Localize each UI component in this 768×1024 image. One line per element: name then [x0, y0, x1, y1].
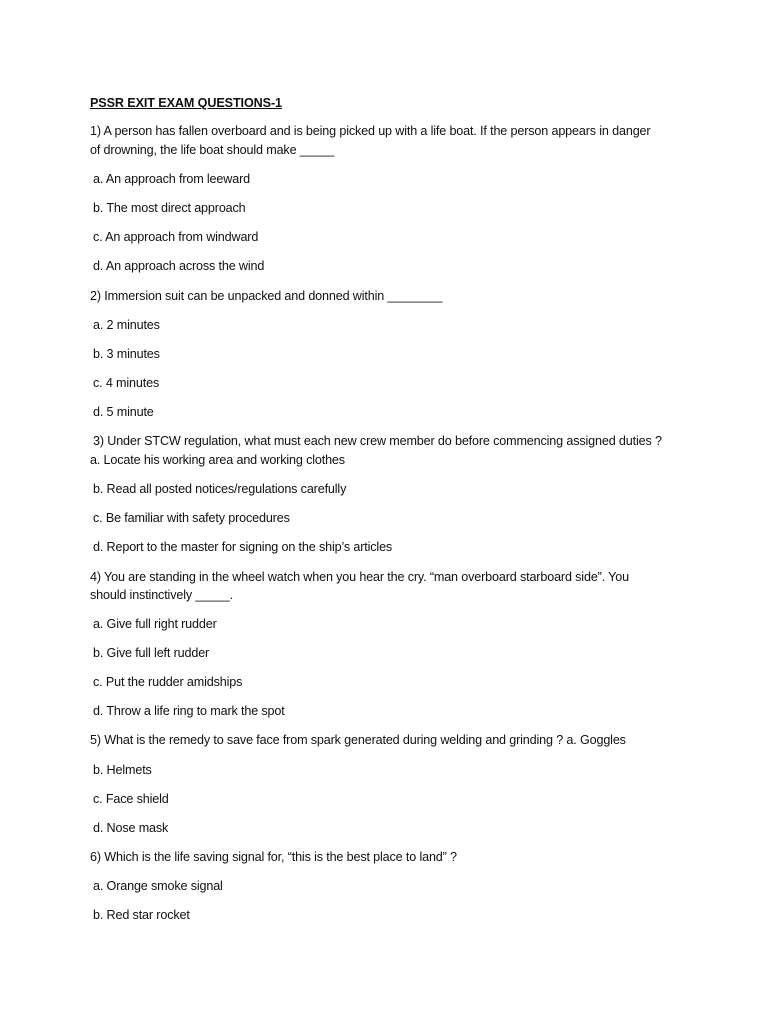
question-4-option-b: b. Give full left rudder — [93, 646, 210, 660]
question-3-text: 3) Under STCW regulation, what must each new crew member do before commencing assigned duties ? — [93, 434, 662, 448]
question-6-option-b: b. Red star rocket — [93, 908, 190, 922]
question-4-text-continued: should instinctively _____. — [90, 588, 233, 602]
question-1-text-continued: of drowning, the life boat should make _____ — [90, 143, 335, 157]
question-2-option-d: d. 5 minute — [93, 405, 154, 419]
question-1-option-c: c. An approach from windward — [93, 230, 259, 244]
question-5-option-b: b. Helmets — [93, 763, 152, 777]
question-5-option-d: d. Nose mask — [93, 821, 169, 835]
question-1-option-a: a. An approach from leeward — [93, 172, 250, 186]
question-2-option-a: a. 2 minutes — [93, 318, 160, 332]
question-4-option-c: c. Put the rudder amidships — [93, 675, 243, 689]
question-3-option-d: d. Report to the master for signing on the ship’s articles — [93, 540, 393, 554]
question-5-option-c: c. Face shield — [93, 792, 169, 806]
question-6-option-a: a. Orange smoke signal — [93, 879, 223, 893]
question-2-option-c: c. 4 minutes — [93, 376, 160, 390]
question-4-option-a: a. Give full right rudder — [93, 617, 217, 631]
question-4-text: 4) You are standing in the wheel watch when you hear the cry. “man overboard starboard side”. You — [90, 570, 629, 584]
question-3-option-b: b. Read all posted notices/regulations carefully — [93, 482, 347, 496]
question-1-option-d: d. An approach across the wind — [93, 259, 265, 273]
question-3-option-a: a. Locate his working area and working clothes — [90, 453, 345, 467]
question-5-text: 5) What is the remedy to save face from spark generated during welding and grinding ? a. Goggles — [90, 733, 626, 747]
question-1-option-b: b. The most direct approach — [93, 201, 246, 215]
question-6-text: 6) Which is the life saving signal for, “this is the best place to land” ? — [90, 850, 457, 864]
question-3-option-c: c. Be familiar with safety procedures — [93, 511, 290, 525]
question-2-option-b: b. 3 minutes — [93, 347, 160, 361]
question-4-option-d: d. Throw a life ring to mark the spot — [93, 704, 285, 718]
document-title: PSSR EXIT EXAM QUESTIONS-1 — [90, 96, 282, 110]
question-2-text: 2) Immersion suit can be unpacked and donned within ________ — [90, 289, 443, 303]
question-1-text: 1) A person has fallen overboard and is being picked up with a life boat. If the person appears in danger — [90, 124, 651, 138]
